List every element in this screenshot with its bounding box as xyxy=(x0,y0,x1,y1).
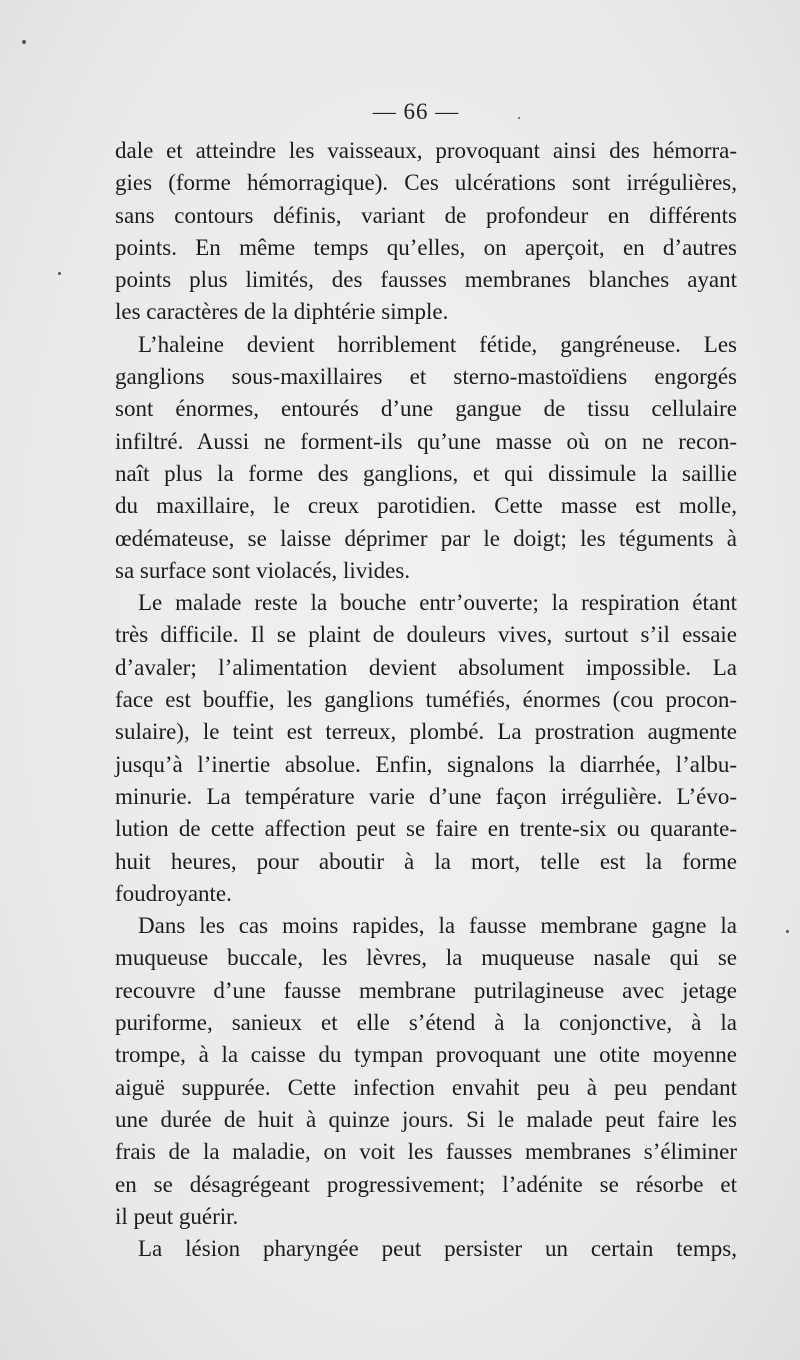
text-line: sa surface sont violacés, livides. xyxy=(115,557,411,583)
paragraph-5 xyxy=(115,1233,737,1265)
text-line: points. En même temps qu’elles, on aperçoit, en d’autres xyxy=(115,234,737,260)
text-line: dale et atteindre les vaisseaux, provoquant ainsi des hémorra- xyxy=(115,138,737,163)
text-line: recouvre d’une fausse membrane putrilagineuse avec jetage xyxy=(115,977,737,1003)
text-line: une durée de huit à quinze jours. Si le malade peut faire les xyxy=(115,1106,737,1132)
text-line-content: Le malade reste la bouche entr’ouverte; la respiration étant xyxy=(138,590,737,616)
text-line: œdémateuse, se laisse déprimer par le doigt; les téguments à xyxy=(115,525,737,551)
text-line: du maxillaire, le creux parotidien. Cette masse est molle, xyxy=(115,493,737,519)
paragraph-2 xyxy=(115,329,737,587)
text-line: points plus limités, des fausses membranes blanches ayant xyxy=(115,267,737,293)
paragraph-1 xyxy=(115,135,737,329)
text-line: minurie. La température varie d’une façon irrégulière. L’évo- xyxy=(115,783,737,809)
text-line: sont énormes, entourés d’une gangue de tissu cellulaire xyxy=(115,396,737,422)
ink-speck xyxy=(58,272,61,275)
text-line: muqueuse buccale, les lèvres, la muqueuse nasale qui se xyxy=(115,945,737,971)
text-line: foudroyante. xyxy=(115,880,232,906)
text-line: trompe, à la caisse du tympan provoquant une otite moyenne xyxy=(115,1042,737,1068)
text-line: infiltré. Aussi ne forment-ils qu’une masse où on ne recon- xyxy=(115,428,737,454)
text-line: gies (forme hémorragique). Ces ulcérations sont irrégulières, xyxy=(115,170,737,196)
text-line-content: La lésion pharyngée peut persister un certain temps, xyxy=(138,1236,737,1262)
text-line: d’avaler; l’alimentation devient absolument impossible. La xyxy=(115,654,737,680)
text-line: les caractères de la diphtérie simple. xyxy=(115,299,449,325)
text-line-content: Dans les cas moins rapides, la fausse membrane gagne la xyxy=(138,913,737,939)
text-line-content: L’haleine devient horriblement fétide, gangréneuse. Les xyxy=(138,331,737,357)
text-line: il peut guérir. xyxy=(115,1203,239,1229)
text-line xyxy=(115,910,737,942)
ink-speck xyxy=(786,930,789,933)
page-number: — 66 — xyxy=(372,99,460,124)
text-line: jusqu’à l’inertie absolue. Enfin, signalons la diarrhée, l’albu- xyxy=(115,751,737,777)
text-line: en se désagrégeant progressivement; l’adénite se résorbe et xyxy=(115,1171,737,1197)
text-line: sans contours définis, variant de profondeur en différents xyxy=(115,202,737,228)
text-line: naît plus la forme des ganglions, et qui dissimule la saillie xyxy=(115,460,737,486)
text-line: sulaire), le teint est terreux, plombé. La prostration augmente xyxy=(115,719,737,745)
text-line: huit heures, pour aboutir à la mort, telle est la forme xyxy=(115,848,737,874)
text-line: puriforme, sanieux et elle s’étend à la conjonctive, à la xyxy=(115,1010,737,1036)
body-text xyxy=(115,135,737,1265)
paragraph-3 xyxy=(115,587,737,910)
text-line: face est bouffie, les ganglions tuméfiés, énormes (cou procon- xyxy=(115,687,737,713)
text-line xyxy=(115,1233,737,1265)
paragraph-4 xyxy=(115,910,737,1233)
text-line: aiguë suppurée. Cette infection envahit peu à peu pendant xyxy=(115,1074,737,1100)
text-line: très difficile. Il se plaint de douleurs vives, surtout s’il essaie xyxy=(115,622,737,648)
ink-speck xyxy=(22,40,26,44)
text-line: lution de cette affection peut se faire en trente-six ou quarante- xyxy=(115,816,737,842)
text-line xyxy=(115,329,737,361)
text-line: ganglions sous-maxillaires et sterno-mastoïdiens engorgés xyxy=(115,364,737,390)
text-line xyxy=(115,587,737,619)
text-line: frais de la maladie, on voit les fausses membranes s’éliminer xyxy=(115,1139,737,1165)
